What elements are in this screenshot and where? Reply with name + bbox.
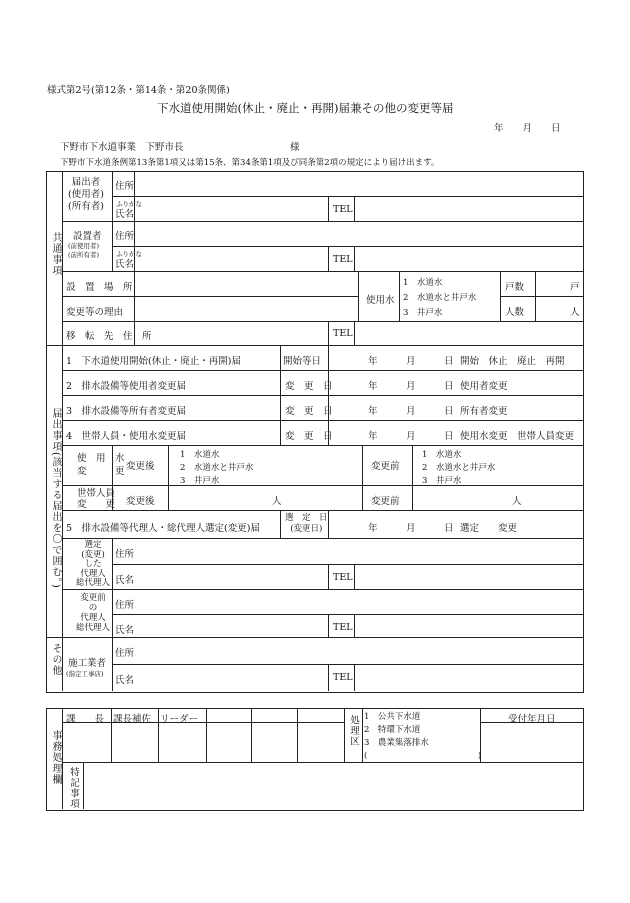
contractor-name-label: 氏名 [115, 675, 135, 686]
location-label: 設 置 場 所 [66, 282, 133, 293]
section-common: 共通事項 [50, 232, 61, 276]
before-water-opt-2: 2 水道水と井戸水 [422, 463, 496, 473]
applicant-address-label: 住所 [115, 181, 135, 192]
member-before-unit: 人 [512, 496, 522, 507]
agent-new-name-label: 氏名 [115, 575, 135, 586]
item-3-label: 3 排水設備等所有者変更届 [66, 406, 187, 417]
water-opt-1: 1 水道水 [403, 278, 443, 288]
applicant-tel-label: TEL [333, 204, 353, 215]
district-opt-other: ( ) [364, 751, 482, 761]
item-5-options: 選定 変更 [460, 523, 518, 534]
installer-sublabel: (前使用者) (前所有者) [68, 242, 100, 259]
item-2-date: 年 月 日 [368, 381, 454, 392]
notes-label: 特記事項 [68, 767, 79, 809]
installer-name-label: 氏名 [115, 259, 135, 270]
member-after-label: 変更後 [126, 496, 155, 507]
item-1-label: 1 下水道使用開始(休止・廃止・再開)届 [66, 356, 241, 367]
contractor-address-label: 住所 [115, 648, 135, 659]
office-col-deputy: 課長補佐 [113, 714, 152, 725]
households-label: 戸数 [505, 282, 525, 293]
item-3-date: 年 月 日 [368, 406, 454, 417]
district-opt-2: 2 特環下水道 [364, 725, 421, 735]
agent-old-tel-label: TEL [333, 622, 353, 633]
contractor-label: 施工業者 [68, 658, 107, 669]
installer-address-label: 住所 [115, 231, 135, 242]
water-opt-3: 3 井戸水 [403, 308, 443, 318]
people-label: 人数 [505, 307, 525, 318]
item-5-label: 5 排水設備等代理人・総代理人選定(変更)届 [66, 523, 260, 534]
member-change-label: 世帯人員 変 更 [77, 488, 116, 510]
form-title: 下水道使用開始(休止・廃止・再開)届兼その他の変更等届 [157, 101, 454, 115]
forwarding-address-label: 移 転 先 住 所 [66, 331, 152, 342]
item-2-label: 2 排水設備等使用者変更届 [66, 381, 187, 392]
member-before-label: 変更前 [371, 496, 400, 507]
item-1-date-label: 開始等日 [283, 356, 322, 367]
after-water-opt-1: 1 水道水 [180, 450, 220, 460]
people-unit: 人 [570, 307, 580, 318]
section-other: その他 [50, 643, 61, 676]
form-number: 様式第2号(第12条・第14条・第20条関係) [47, 85, 230, 96]
honorific: 様 [290, 142, 300, 153]
water-before-label: 変更前 [371, 461, 400, 472]
applicant-label: 届出者 (使用者) (所有者) [68, 177, 104, 212]
installer-furigana: ふりがな [116, 250, 142, 258]
agent-new-address-label: 住所 [115, 549, 135, 560]
section-items: 届出事項(該当する届出を〇で囲む。) [50, 408, 61, 589]
installer-label: 設置者 [73, 231, 102, 242]
households-unit: 戸 [570, 282, 580, 293]
agent-old-label: 変更前 の 代理人 総代理人 [76, 593, 111, 633]
water-use-label: 使用水 [366, 295, 395, 306]
addressee: 下野市下水道事業 下野市長 [60, 142, 184, 153]
item-5-date-label: 選 定 日 (変更日) [285, 513, 328, 534]
section-office: 事務処理欄 [50, 730, 61, 785]
item-2-options: 使用者変更 [460, 381, 508, 392]
item-1-date: 年 月 日 [368, 356, 454, 367]
water-opt-2: 2 水道水と井戸水 [403, 293, 477, 303]
item-5-date: 年 月 日 [368, 523, 454, 534]
installer-tel-label: TEL [333, 254, 353, 265]
applicant-name-label: 氏名 [115, 209, 135, 220]
item-4-label: 4 世帯人員・使用水変更届 [66, 431, 187, 442]
item-1-options: 開始 休止 廃止 再開 [460, 356, 565, 367]
before-water-opt-1: 1 水道水 [422, 450, 462, 460]
before-water-opt-3: 3 井戸水 [422, 476, 462, 486]
agent-new-label: 選定 (変更) した 代理人 総代理人 [76, 540, 111, 588]
item-3-date-label: 変 更 日 [285, 406, 333, 417]
item-4-date: 年 月 日 [368, 431, 454, 442]
agent-new-tel-label: TEL [333, 572, 353, 583]
district-opt-3: 3 農業集落排水 [364, 738, 429, 748]
forwarding-tel-label: TEL [333, 328, 353, 339]
reason-label: 変更等の理由 [66, 307, 124, 318]
after-water-opt-2: 2 水道水と井戸水 [180, 463, 254, 473]
agent-old-address-label: 住所 [115, 600, 135, 611]
after-water-opt-3: 3 井戸水 [180, 476, 220, 486]
preamble: 下野市下水道条例第13条第1項又は第15条、第34条第1項及び同条第2項の規定により届け出ます。 [60, 158, 440, 168]
received-date-label: 受付年月日 [508, 714, 556, 725]
applicant-furigana: ふりがな [116, 200, 142, 208]
contractor-sublabel: (指定工事店) [66, 670, 104, 678]
office-col-leader: リーダー [160, 714, 199, 725]
date-line: 年 月 日 [494, 123, 561, 134]
district-opt-1: 1 公共下水道 [364, 712, 421, 722]
contractor-tel-label: TEL [333, 672, 353, 683]
item-4-options: 使用水変更 世帯人員変更 [460, 431, 575, 442]
office-col-chief: 課 長 [66, 714, 105, 725]
district-label: 処理区 [348, 715, 359, 747]
item-3-options: 所有者変更 [460, 406, 508, 417]
agent-old-name-label: 氏名 [115, 625, 135, 636]
water-change-label: 使 用 水 変 更 [77, 453, 125, 477]
member-after-unit: 人 [272, 496, 282, 507]
item-4-date-label: 変 更 日 [285, 431, 333, 442]
item-2-date-label: 変 更 日 [285, 381, 333, 392]
water-after-label: 変更後 [126, 461, 155, 472]
